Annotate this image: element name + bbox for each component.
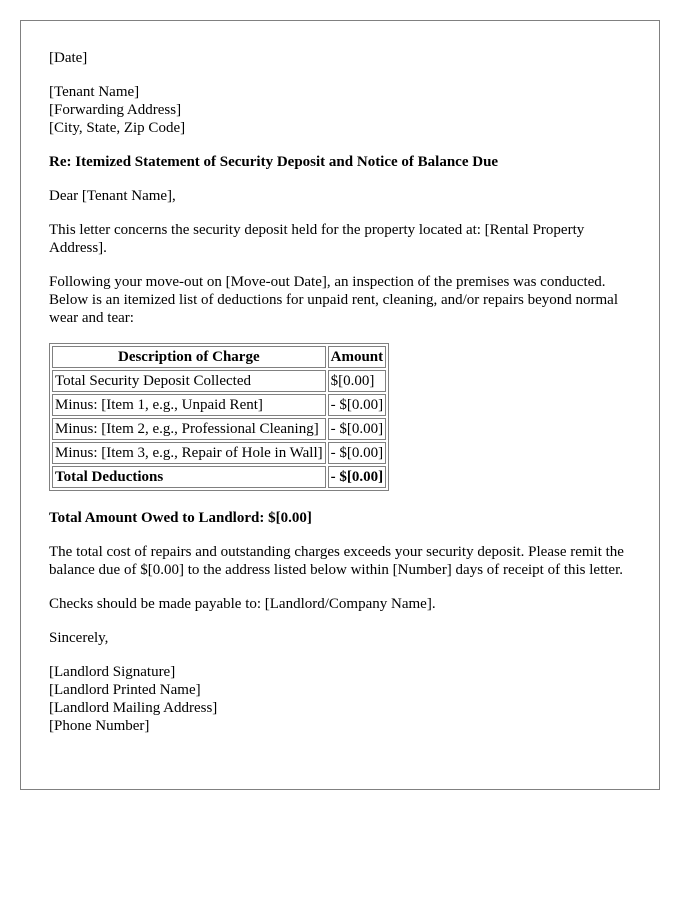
column-header-amount: Amount bbox=[328, 346, 387, 368]
table-row bbox=[52, 442, 386, 464]
charge-amount: - $[0.00] bbox=[328, 394, 387, 416]
charge-description: Minus: [Item 1, e.g., Unpaid Rent] bbox=[52, 394, 326, 416]
charge-description: Total Security Deposit Collected bbox=[52, 370, 326, 392]
letter-subject: Re: Itemized Statement of Security Deposit and Notice of Balance Due bbox=[49, 154, 499, 170]
table-row bbox=[52, 418, 386, 440]
landlord-printed-name: [Landlord Printed Name] bbox=[49, 682, 201, 698]
table-row bbox=[52, 394, 386, 416]
table-header-row bbox=[52, 346, 386, 368]
letter-date: [Date] bbox=[49, 50, 88, 66]
landlord-signature: [Landlord Signature] bbox=[49, 664, 176, 680]
charge-amount: - $[0.00] bbox=[328, 418, 387, 440]
charge-amount: $[0.00] bbox=[328, 370, 387, 392]
charge-amount: - $[0.00] bbox=[328, 442, 387, 464]
charge-description: Minus: [Item 2, e.g., Professional Cleaning] bbox=[52, 418, 326, 440]
column-header-description: Description of Charge bbox=[52, 346, 326, 368]
letter-page bbox=[20, 20, 660, 790]
landlord-phone: [Phone Number] bbox=[49, 718, 150, 734]
landlord-mailing-address: [Landlord Mailing Address] bbox=[49, 700, 218, 716]
letter-greeting: Dear [Tenant Name], bbox=[49, 188, 176, 204]
signature-block bbox=[49, 663, 639, 735]
total-deductions-amount: - $[0.00] bbox=[328, 466, 387, 488]
recipient-forwarding-address: [Forwarding Address] bbox=[49, 102, 182, 118]
total-deductions-label: Total Deductions bbox=[52, 466, 326, 488]
paragraph-inspection: Following your move-out on [Move-out Date], an inspection of the premises was conducted. Below is an itemized list of deductions for unpaid rent, cleaning, and/or repairs beyond normal wear and tear: bbox=[49, 274, 619, 326]
deductions-table bbox=[49, 343, 389, 491]
paragraph-property: This letter concerns the security deposit held for the property located at: [Rental Property Address]. bbox=[49, 222, 585, 256]
paragraph-balance-due: The total cost of repairs and outstanding charges exceeds your security deposit. Please remit the balance due of $[0.00] to the address listed below within [Number] days of receipt of this letter. bbox=[49, 544, 624, 578]
letter-body bbox=[49, 49, 639, 735]
table-row bbox=[52, 370, 386, 392]
table-total-row bbox=[52, 466, 386, 488]
recipient-address-block bbox=[49, 83, 639, 137]
paragraph-payable-to: Checks should be made payable to: [Landlord/Company Name]. bbox=[49, 596, 436, 612]
letter-closing: Sincerely, bbox=[49, 630, 109, 646]
charge-description: Minus: [Item 3, e.g., Repair of Hole in Wall] bbox=[52, 442, 326, 464]
recipient-name: [Tenant Name] bbox=[49, 84, 140, 100]
total-amount-owed: Total Amount Owed to Landlord: $[0.00] bbox=[49, 510, 312, 526]
recipient-city-state-zip: [City, State, Zip Code] bbox=[49, 120, 186, 136]
